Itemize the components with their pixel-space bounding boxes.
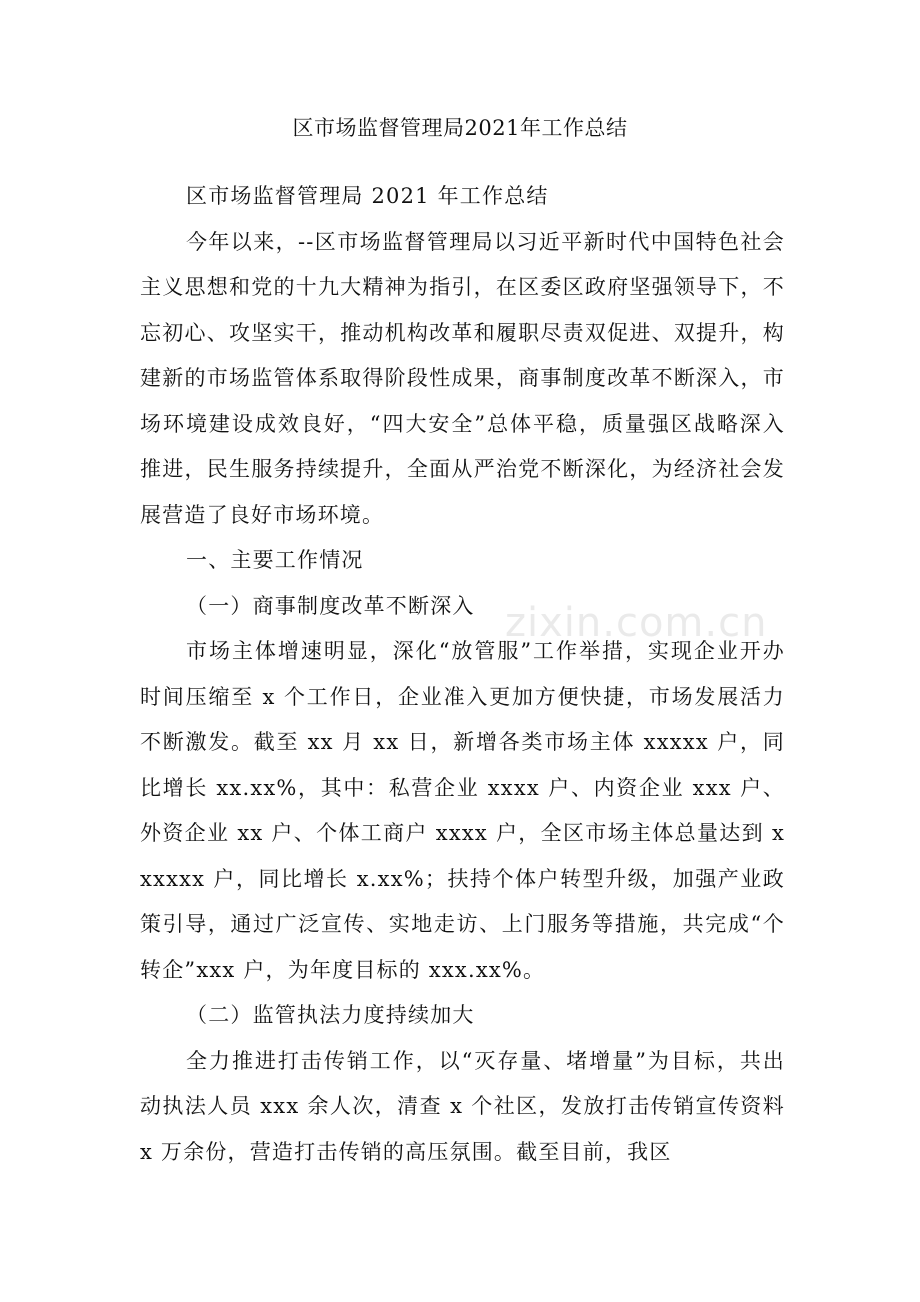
subsection-1-paragraph: 市场主体增速明显，深化“放管服”工作举措，实现企业开办时间压缩至 x 个工作日，企业准入更加方便快捷，市场发展活力不断激发。截至 xx 月 xx 日，新增各类市场主体 xxxxx 户，同比增长 xx.xx%，其中：私营企业 xxxx 户、内资企业 xxx 户、外资企业 xx 户、个体工商户 xxxx 户，全区市场主体总量达到 xxxxxx 户，同比增长 x.xx%；扶持个体户转型升级，加强产业政策引导，通过广泛宣传、实地走访、上门服务等措施，共完成“个转企”xxx 户，为年度目标的 xxx.xx%。 — [140, 639, 785, 982]
subsection-2-paragraph: 全力推进打击传销工作，以“灭存量、堵增量”为目标，共出动执法人员 xxx 余人次，清查 x 个社区，发放打击传销宣传资料 x 万余份，营造打击传销的高压氛围。截至目前，我区 — [140, 1048, 785, 1164]
subsection-heading-1: （一）商事制度改革不断深入 — [186, 593, 475, 618]
document-title: 区市场监督管理局2021年工作总结 — [292, 116, 628, 140]
body-heading: 区市场监督管理局 2021 年工作总结 — [186, 184, 549, 208]
subsection-heading-2: （二）监管执法力度持续加大 — [186, 1003, 475, 1027]
section-heading-main-work: 一、主要工作情况 — [186, 548, 364, 572]
document-body — [140, 174, 785, 1175]
watermark: zixin.com.cn — [505, 600, 768, 646]
intro-paragraph: 今年以来，--区市场监督管理局以习近平新时代中国特色社会主义思想和党的十九大精神为指引，在区委区政府坚强领导下，不忘初心、攻坚实干，推动机构改革和履职尽责双促进、双提升，构建新的市场监管体系取得阶段性成果，商事制度改革不断深入，市场环境建设成效良好，“四大安全”总体平稳，质量强区战略深入推进，民生服务持续提升，全面从严治党不断深化，为经济社会发展营造了良好市场环境。 — [140, 229, 785, 527]
